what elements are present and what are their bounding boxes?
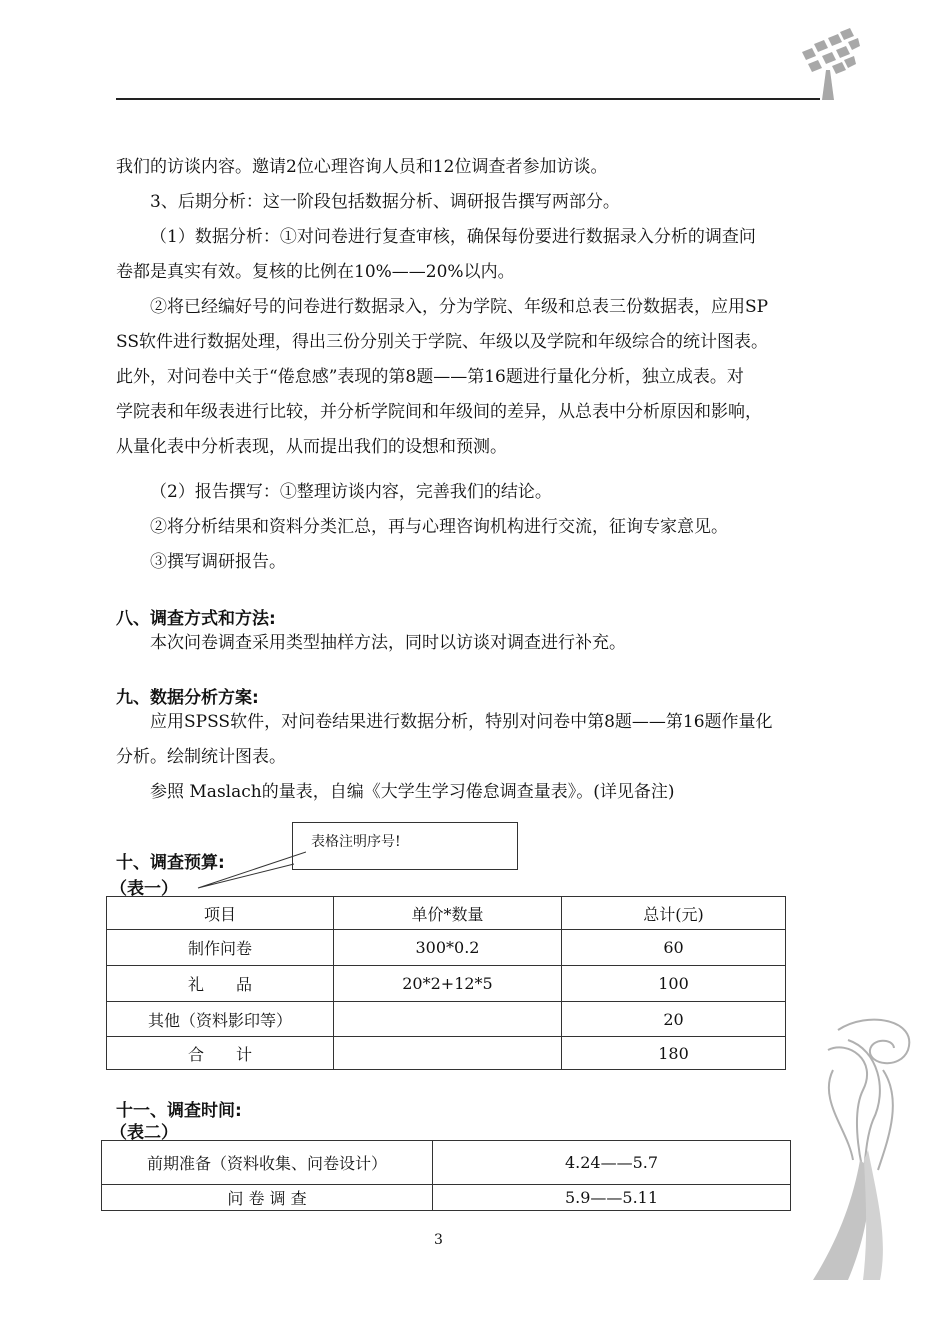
table-cell [334, 1002, 562, 1037]
table-cell: 60 [562, 930, 786, 966]
body-paragraph: SS软件进行数据处理，得出三份分别关于学院、年级以及学院和年级综合的统计图表。 [116, 332, 768, 352]
table-cell: 礼 品 [107, 966, 334, 1002]
page-number: 3 [434, 1232, 443, 1248]
table-cell: 5.9——5.11 [433, 1185, 791, 1211]
section-heading: 十、调查预算: [116, 853, 225, 873]
body-paragraph: 学院表和年级表进行比较，并分析学院间和年级间的差异，从总表中分析原因和影响， [116, 402, 762, 422]
budget-table [106, 896, 786, 1070]
section-heading: 八、调查方式和方法: [116, 609, 276, 629]
table-cell: 180 [562, 1037, 786, 1070]
body-paragraph: 我们的访谈内容。邀请2位心理咨询人员和12位调查者参加访谈。 [116, 157, 608, 177]
table-row [107, 1037, 786, 1070]
table-cell: 300*0.2 [334, 930, 562, 966]
body-paragraph: ②将分析结果和资料分类汇总，再与心理咨询机构进行交流，征询专家意见。 [150, 517, 728, 537]
table-label: （表一） [110, 879, 178, 899]
table-cell: 制作问卷 [107, 930, 334, 966]
table-cell: 问 卷 调 查 [102, 1185, 433, 1211]
section-text: 参照 Maslach的量表，自编《大学生学习倦怠调查量表》。(详见备注) [150, 782, 675, 802]
section-text: 应用SPSS软件，对问卷结果进行数据分析，特别对问卷中第8题——第16题作量化 [150, 712, 773, 732]
table-cell: 100 [562, 966, 786, 1002]
section-heading: 九、数据分析方案: [116, 688, 259, 708]
table-cell: 合 计 [107, 1037, 334, 1070]
body-paragraph: （2）报告撰写：①整理访谈内容，完善我们的结论。 [150, 482, 552, 502]
callout-box: 表格注明序号! [292, 822, 518, 870]
table-header-cell: 总计(元) [562, 897, 786, 930]
table-cell [334, 1037, 562, 1070]
table-cell: 20 [562, 1002, 786, 1037]
table-header-cell: 项目 [107, 897, 334, 930]
table-label: （表二） [110, 1123, 178, 1143]
table-cell: 4.24——5.7 [433, 1141, 791, 1185]
body-paragraph: 从量化表中分析表现，从而提出我们的设想和预测。 [116, 437, 507, 457]
section-text: 分析。绘制统计图表。 [116, 747, 286, 767]
table-row [107, 1002, 786, 1037]
body-paragraph: （1）数据分析：①对问卷进行复查审核，确保每份要进行数据录入分析的调查问 [150, 227, 756, 247]
tree-logo-icon [794, 22, 864, 102]
table-cell: 其他（资料影印等） [107, 1002, 334, 1037]
table-header-cell: 单价*数量 [334, 897, 562, 930]
table-row [102, 1185, 791, 1211]
table-row [107, 930, 786, 966]
body-paragraph: ②将已经编好号的问卷进行数据录入，分为学院、年级和总表三份数据表，应用SP [150, 297, 769, 317]
header-rule [116, 98, 820, 100]
swirl-figure-icon [808, 1010, 928, 1282]
body-paragraph: 3、后期分析：这一阶段包括数据分析、调研报告撰写两部分。 [150, 192, 620, 212]
schedule-table [101, 1140, 791, 1211]
body-paragraph: ③撰写调研报告。 [150, 552, 286, 572]
section-heading: 十一、调查时间: [116, 1101, 242, 1121]
table-row [107, 966, 786, 1002]
table-row [102, 1141, 791, 1185]
body-paragraph: 卷都是真实有效。复核的比例在10%——20%以内。 [116, 262, 515, 282]
body-paragraph: 此外，对问卷中关于“倦怠感”表现的第8题——第16题进行量化分析，独立成表。对 [116, 367, 744, 387]
table-cell: 20*2+12*5 [334, 966, 562, 1002]
table-cell: 前期准备（资料收集、问卷设计） [102, 1141, 433, 1185]
section-text: 本次问卷调查采用类型抽样方法，同时以访谈对调查进行补充。 [150, 633, 626, 653]
